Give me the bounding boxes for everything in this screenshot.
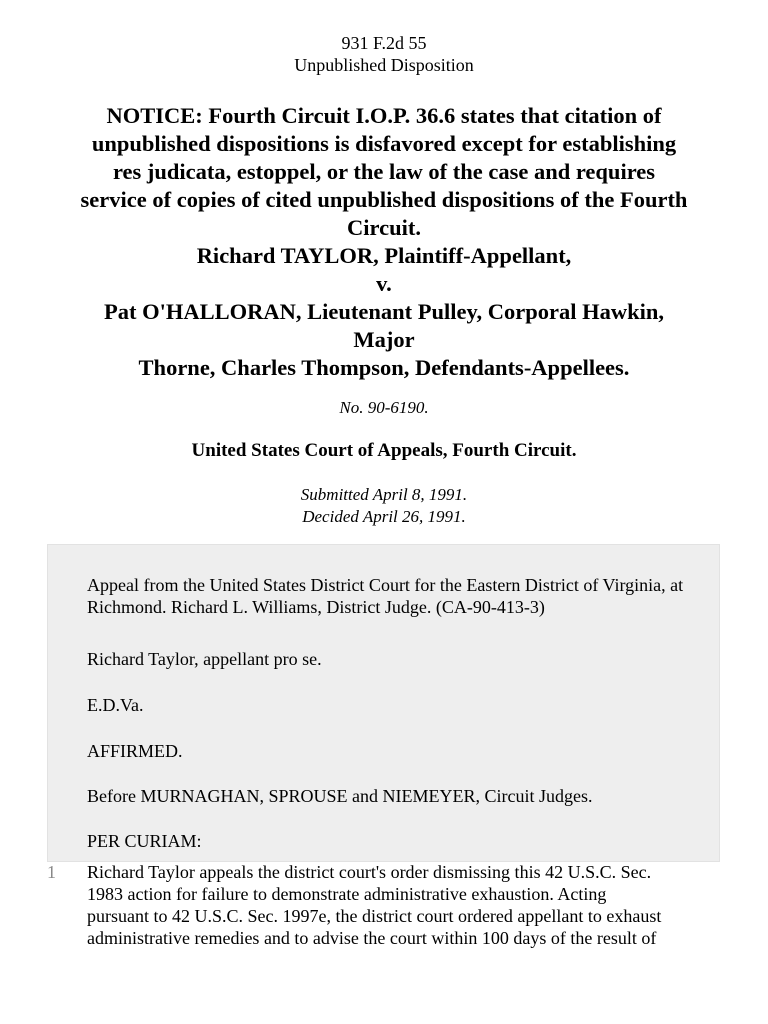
title-line: Richard TAYLOR, Plaintiff-Appellant, [196, 243, 572, 268]
title-line: unpublished dispositions is disfavored except for establishing [91, 131, 677, 156]
title-line: Major [353, 327, 415, 352]
result: AFFIRMED. [87, 741, 183, 761]
title-line: res judicata, estoppel, or the law of the case and requires [112, 159, 656, 184]
paragraph-line: Richard Taylor appeals the district court's order dismissing this 42 U.S.C. Sec. [87, 862, 652, 882]
court-name: United States Court of Appeals, Fourth Circuit. [191, 440, 577, 461]
per-curiam: PER CURIAM: [87, 831, 202, 851]
title-line: Pat O'HALLORAN, Lieutenant Pulley, Corporal Hawkin, [103, 299, 665, 324]
title-line: Circuit. [347, 215, 421, 240]
docket-number: No. 90-6190. [339, 398, 429, 417]
case-title [0, 102, 768, 382]
case-header [0, 32, 768, 76]
paragraph-number: 1 [47, 862, 56, 882]
submitted-date: Submitted April 8, 1991. [300, 485, 468, 504]
case-info-box [47, 544, 720, 862]
dates [0, 484, 768, 528]
paragraph-line: 1983 action for failure to demonstrate administrative exhaustion. Acting [87, 884, 607, 904]
paragraph-text [87, 861, 727, 949]
disposition: Unpublished Disposition [294, 55, 474, 75]
counsel: Richard Taylor, appellant pro se. [87, 649, 322, 669]
title-line: v. [376, 271, 392, 296]
appeal-info: Appeal from the United States District Court for the Eastern District of Virginia, at Richmond. Richard L. Williams, District Judge. (CA-90-413-3) [87, 575, 684, 617]
title-line: service of copies of cited unpublished dispositions of the Fourth [80, 187, 688, 212]
title-line: NOTICE: Fourth Circuit I.O.P. 36.6 states that citation of [106, 103, 662, 128]
district: E.D.Va. [87, 695, 144, 715]
title-line: Thorne, Charles Thompson, Defendants-Appellees. [138, 355, 630, 380]
paragraph-line: administrative remedies and to advise the court within 100 days of the result of [87, 928, 657, 948]
paragraph-line: pursuant to 42 U.S.C. Sec. 1997e, the district court ordered appellant to exhaust [87, 906, 662, 926]
decided-date: Decided April 26, 1991. [302, 507, 466, 526]
citation: 931 F.2d 55 [341, 33, 427, 53]
judges: Before MURNAGHAN, SPROUSE and NIEMEYER, Circuit Judges. [87, 786, 593, 806]
